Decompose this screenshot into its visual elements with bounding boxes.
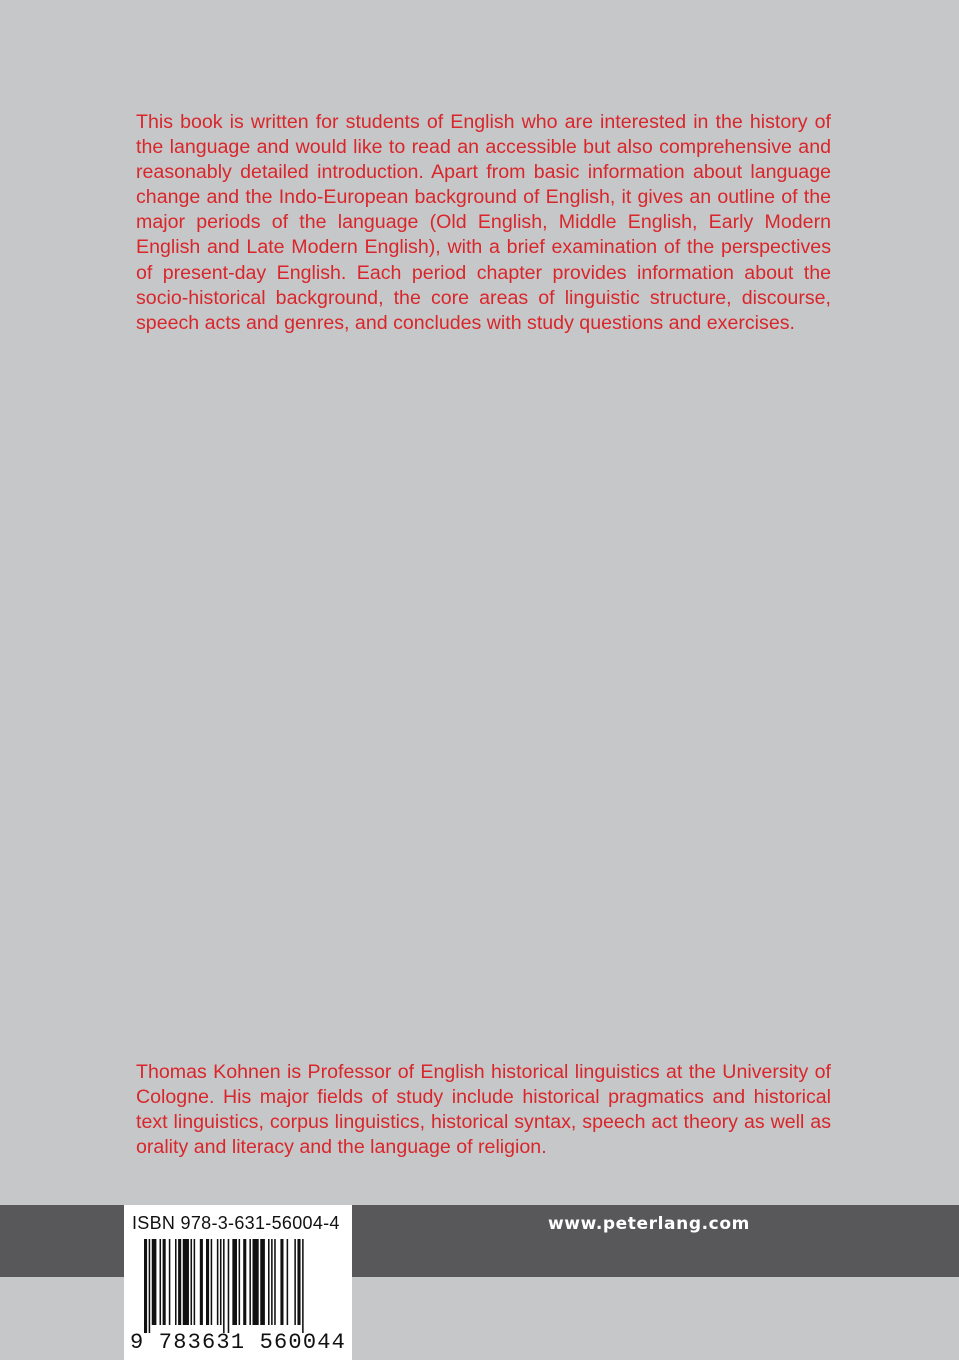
isbn-label: ISBN 978-3-631-56004-4: [132, 1213, 340, 1233]
barcode-bar: [297, 1239, 300, 1325]
barcode-bar: [274, 1239, 276, 1325]
barcode-bar: [217, 1239, 219, 1325]
isbn-barcode: [124, 1205, 352, 1360]
barcode-bar: [160, 1239, 162, 1325]
book-description: This book is written for students of English who are interested in the history of the language and would like to read an accessible but also comprehensive and reasonably detailed introduction. Apart from basic information about language change and the Indo-European background of English, it gives an outline of the major periods of the language (Old English, Middle English, Early Modern English and Late Modern English), with a brief examination of the perspectives of present-day English. Each period chapter provides information about the socio-historical background, the core areas of linguistic structure, discourse, speech acts and genres, and concludes with study questions and exercises.: [136, 111, 831, 334]
barcode-bar: [271, 1239, 273, 1325]
barcode-bar: [223, 1239, 225, 1333]
barcode-digits: 9 783631 560044: [130, 1330, 347, 1355]
barcode-bar: [302, 1239, 304, 1333]
barcode-bar: [280, 1239, 283, 1325]
barcode-bar: [253, 1239, 259, 1325]
author-bio: Thomas Kohnen is Professor of English historical linguistics at the University of Cologne. His major fields of study include historical pragmatics and historical text linguistics, corpus linguistics, historical syntax, speech act theory as well as orality and literacy and the language of religion.: [136, 1061, 831, 1159]
barcode-bar: [194, 1239, 196, 1325]
barcode-bar: [152, 1239, 157, 1325]
barcode-bar: [206, 1239, 209, 1325]
barcode-bar: [144, 1239, 147, 1333]
barcode-bar: [175, 1239, 177, 1325]
barcode-bar: [200, 1239, 203, 1325]
barcode-bar: [243, 1239, 246, 1325]
barcode-bar: [191, 1239, 193, 1325]
barcode-bar: [228, 1239, 230, 1333]
barcode-bar: [268, 1239, 270, 1325]
barcode-bar: [149, 1239, 151, 1333]
barcode-bar: [239, 1239, 241, 1325]
barcode-bar: [294, 1239, 296, 1325]
barcode-bar: [232, 1239, 237, 1325]
barcode-bar: [183, 1239, 189, 1325]
barcode-bar: [249, 1239, 251, 1325]
barcode-bar: [178, 1239, 181, 1325]
publisher-website[interactable]: www.peterlang.com: [548, 1214, 750, 1234]
barcode-bar: [169, 1239, 171, 1325]
barcode-bar: [287, 1239, 289, 1325]
barcode-bar: [220, 1239, 222, 1325]
barcode-bar: [260, 1239, 265, 1325]
barcode-bar: [163, 1239, 166, 1325]
barcode-bar: [211, 1239, 213, 1325]
